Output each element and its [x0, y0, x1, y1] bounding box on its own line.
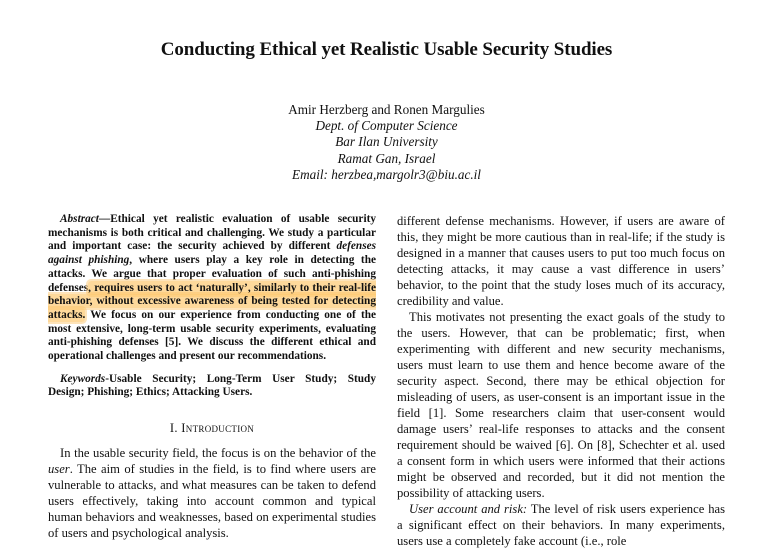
abstract-label: Abstract [60, 213, 99, 225]
keywords-label: Keywords [60, 372, 106, 385]
author-block [0, 102, 773, 183]
intro-emphasis: user [48, 462, 70, 477]
right-paragraph-3-text: The level of risk users experience has a significant effect on their behaviors. In many experiments, users use a completely fake account (i.e., role [397, 502, 725, 548]
author-university: Bar Ilan University [335, 134, 438, 150]
intro-text-1: In the usable security field, the focus is on the behavior of the [60, 446, 376, 461]
author-location: Ramat Gan, Israel [337, 150, 436, 166]
keywords [48, 373, 376, 400]
abstract-dash: — [98, 213, 111, 225]
intro-text-2: . The aim of studies in the field, is to find where users are vulnerable to attacks, and what measures can be taken to defend users effectively, taking into account common and typical human behaviors and weaknesses, based on experimental studies of users and psychological analysis. [48, 462, 376, 541]
abstract-emphasis: defenses against phishing [48, 240, 376, 267]
section-heading-introduction [48, 420, 376, 436]
abstract-text-1: Ethical yet realistic evaluation of usable security mechanisms is both critical and challenging. We study a particular and important case: the security achieved by different [48, 213, 376, 253]
section-number: I. [169, 421, 178, 436]
section-title: Introduction [181, 421, 255, 436]
author-names: Amir Herzberg and Ronen Margulies [288, 102, 485, 117]
right-paragraph-3 [397, 501, 725, 549]
abstract-text-3: We focus on our experience from conducting one of the most extensive, long-term usable security experiments, evaluating anti-phishing defenses [5]. We discuss the different ethical and operational challenges and present our recommendations. [48, 308, 376, 363]
right-column [397, 213, 725, 549]
right-paragraph-1: different defense mechanisms. However, if users are aware of this, they might be more cautious than in real-life; if the study is designed in a manner that causes users to put too much focus on detecting attacks, it may cause a vast difference in users’ behavior, to the point that the study loses much of its accuracy, credibility and value. [397, 214, 725, 308]
abstract-text-2: , where users play a key role in detecting the attacks. We argue that proper evaluation of such anti-phishing defenses [48, 254, 376, 294]
abstract [48, 213, 376, 364]
paragraph-run-in-heading: User account and risk: [409, 502, 528, 516]
keywords-text: -Usable Security; Long-Term User Study; Study Design; Phishing; Ethics; Attacking Users. [48, 372, 376, 399]
author-department: Dept. of Computer Science [315, 118, 458, 134]
paper-title: Conducting Ethical yet Realistic Usable Security Studies [160, 39, 613, 60]
highlighted-text: , requires users to act ‘naturally’, similarly to their real-life behavior, without excessive awareness of being tested for detecting attacks. [48, 281, 376, 321]
left-column [48, 213, 376, 541]
intro-paragraph [48, 445, 376, 541]
right-paragraph-2: This motivates not presenting the exact goals of the study to the users. However, that can be problematic; first, when experimenting with different and new security mechanisms, users must learn to use them and hence become aware of the security aspect. Second, there may be ethical objection for misleading of users, as user-consent is an important issue in the field [1]. Some researchers claim that user-consent would damage users’ real-life responses to attacks and the consent requirement should be waived [6]. On [8], Schechter et al. used a consent form in which users were informed that their actions might be observed and recorded, but it did not mention the possibility of attacking users. [397, 310, 725, 500]
author-email: Email: herzbea,margolr3@biu.ac.il [292, 166, 481, 182]
